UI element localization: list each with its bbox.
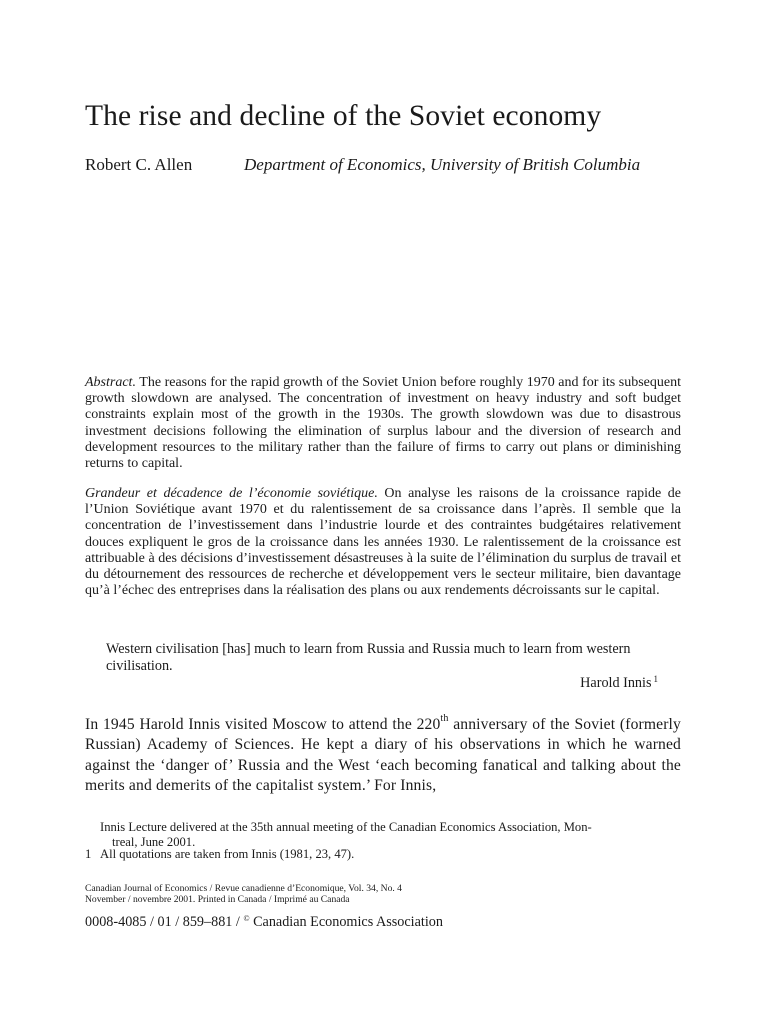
abstract-label: Abstract.: [85, 375, 136, 390]
issn-number: 0008-4085 / 01 / 859–881 /: [85, 914, 244, 930]
publisher-name: Canadian Economics Association: [249, 914, 443, 930]
journal-line-1: Canadian Journal of Economics / Revue canadienne d’Economique, Vol. 34, No. 4: [85, 883, 402, 894]
epigraph-attribution: [580, 674, 658, 692]
body-paragraph: [85, 715, 681, 796]
footnote-lecture-line1: Innis Lecture delivered at the 35th annual meeting of the Canadian Economics Association, Mon-: [100, 820, 592, 834]
issn-line: [85, 914, 443, 931]
abstract-english: [85, 375, 681, 472]
footnote-1: [85, 847, 354, 862]
journal-line-2: November / novembre 2001. Printed in Canada / Imprimé au Canada: [85, 894, 350, 906]
footnote-1-number: 1: [85, 847, 92, 861]
epigraph-author: Harold Innis: [580, 675, 652, 691]
resume-title: Grandeur et décadence de l’économie soviétique.: [85, 486, 378, 501]
body-text-rest: anniversary of the Soviet (formerly Russian) Academy of Sciences. He kept a diary of his observations in which he warned against the ‘danger of’ Russia and the West ‘each becoming fanatical and talking about the merits and demerits of the capitalist system.’ For Innis,: [85, 716, 681, 794]
footnote-1-text: All quotations are taken from Innis (1981, 23, 47).: [100, 847, 355, 861]
journal-info: [85, 883, 645, 906]
epigraph-quote: Western civilisation [has] much to learn from Russia and Russia much to learn from western civilisation.: [106, 641, 631, 674]
resume-text: On analyse les raisons de la croissance rapide de l’Union Soviétique avant 1970 et du ralentissement de sa croissance dans l’après. Il semble que la concentration de l’investissement dans l’industrie lourde et des contraintes budgétaires relativement douces expliquent le gros de la croissance dans les années 1930. Le ralentissement de la croissance est attribuable à des décisions d’investissement désastreuses à la suite de l’élimination du surplus de travail et du détournement des ressources de recherche et développement vers le secteur militaire, bien davantage qu’à l’échec des entreprises dans la réalisation des plans ou aux rendements décroissants sur le capital.: [85, 486, 682, 599]
footnote-marker: 1: [653, 674, 658, 684]
body-text-start: In 1945 Harold Innis visited Moscow to attend the 220: [85, 716, 441, 733]
page-title: The rise and decline of the Soviet economy: [85, 100, 602, 132]
copyright-symbol: ©: [243, 914, 250, 923]
abstract-french: [85, 486, 681, 599]
footnote-lecture: [100, 820, 680, 850]
author-affiliation: Department of Economics, University of British Columbia: [244, 155, 641, 174]
footnote-lecture-line2: treal, June 2001.: [112, 834, 196, 849]
author-name: Robert C. Allen: [85, 155, 193, 174]
abstract-text: The reasons for the rapid growth of the Soviet Union before roughly 1970 and for its subsequent growth slowdown are analysed. The concentration of investment on heavy industry and soft budget constraints explain most of the growth in the 1930s. The growth slowdown was due to disastrous investment decisions following the elimination of surplus labour and the diversion of research and development resources to the military rather than the failure of firms to carry out plans or diminishing returns to capital.: [85, 375, 681, 472]
ordinal-suffix: th: [440, 713, 449, 724]
